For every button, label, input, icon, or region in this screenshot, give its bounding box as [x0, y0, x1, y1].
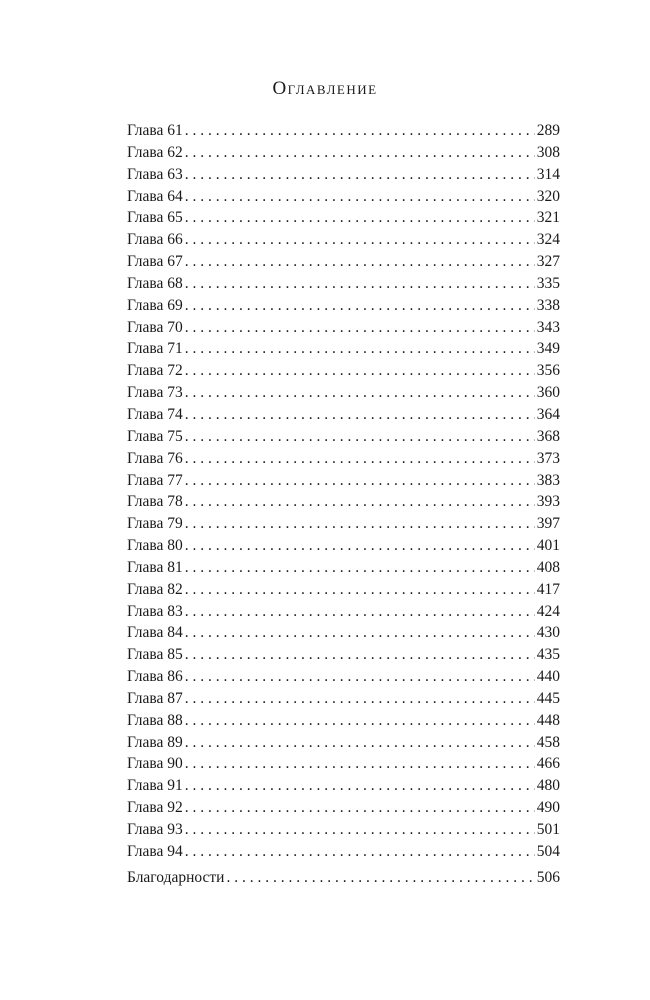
toc-dot-leader — [185, 753, 535, 775]
toc-entry-page-number: 445 — [536, 689, 560, 707]
toc-dot-leader — [185, 317, 535, 339]
toc-entry[interactable] — [127, 710, 560, 732]
toc-entry-page-number: 368 — [536, 427, 560, 445]
toc-dot-leader — [185, 295, 535, 317]
toc-entry-label: Глава 68 — [127, 274, 183, 292]
toc-entry-page-number: 480 — [536, 777, 560, 795]
toc-entry[interactable] — [127, 732, 560, 754]
toc-entry[interactable] — [127, 338, 560, 360]
toc-entry-page-number: 343 — [536, 318, 560, 336]
toc-entry-page-number: 320 — [536, 187, 560, 205]
toc-entry-page-number: 440 — [536, 668, 560, 686]
toc-entry-page-number: 397 — [536, 515, 560, 533]
toc-entry[interactable] — [127, 120, 560, 142]
toc-entry[interactable] — [127, 753, 560, 775]
toc-entry[interactable] — [127, 317, 560, 339]
toc-entry-page-number: 466 — [536, 755, 560, 773]
toc-entry-label: Глава 66 — [127, 231, 183, 249]
toc-entry-page-number: 401 — [536, 537, 560, 555]
toc-dot-leader — [185, 601, 535, 623]
toc-dot-leader — [185, 666, 535, 688]
toc-dot-leader — [185, 710, 535, 732]
page-title: Оглавление — [272, 78, 378, 99]
toc-entry-label: Глава 67 — [127, 253, 183, 271]
toc-entry-label: Глава 93 — [127, 821, 183, 838]
toc-dot-leader — [185, 251, 535, 273]
toc-dot-leader — [185, 229, 535, 251]
toc-entry[interactable] — [127, 644, 560, 666]
toc-entry-page-number: 458 — [536, 733, 560, 751]
toc-entry-page-number: 360 — [536, 384, 560, 402]
toc-entry-page-number: 356 — [536, 362, 560, 380]
toc-dot-leader — [185, 644, 535, 666]
toc-entry-page-number: 430 — [536, 624, 560, 642]
toc-dot-leader — [185, 622, 535, 644]
toc-dot-leader — [185, 404, 535, 426]
toc-dot-leader — [185, 557, 535, 579]
toc-entry[interactable] — [127, 622, 560, 644]
toc-entry-label: Глава 63 — [127, 165, 183, 183]
toc-entry-page-number: 324 — [536, 231, 560, 249]
toc-entry-label: Благодарности — [127, 868, 225, 886]
toc-entry[interactable] — [127, 229, 560, 251]
toc-dot-leader — [185, 426, 535, 448]
toc-entry-page-number: 373 — [536, 449, 560, 467]
toc-entry-label: Глава 70 — [127, 318, 183, 336]
toc-entry-page-number: 504 — [536, 842, 560, 860]
toc-entry-label: Глава 72 — [127, 362, 183, 380]
toc-entry-label: Глава 61 — [127, 122, 183, 139]
toc-dot-leader — [185, 142, 535, 164]
toc-entry-page-number: 408 — [536, 558, 560, 576]
toc-dot-leader — [185, 382, 535, 404]
toc-dot-leader — [185, 841, 535, 863]
toc-entry[interactable] — [127, 295, 560, 317]
toc-dot-leader — [185, 470, 535, 492]
toc-entry-label: Глава 64 — [127, 187, 183, 205]
toc-entry-label: Глава 74 — [127, 405, 183, 423]
toc-entry-label: Глава 90 — [127, 755, 183, 773]
toc-entry[interactable] — [127, 775, 560, 797]
toc-entry-label: Глава 88 — [127, 711, 183, 729]
toc-entry[interactable] — [127, 841, 560, 863]
toc-entry-page-number: 424 — [536, 602, 560, 620]
toc-dot-leader — [185, 273, 535, 295]
toc-dot-leader — [185, 775, 535, 797]
toc-dot-leader — [185, 688, 535, 710]
toc-dot-leader — [185, 579, 535, 601]
toc-dot-leader — [185, 186, 535, 208]
toc-entry[interactable] — [127, 142, 560, 164]
toc-dot-leader — [185, 120, 535, 142]
toc-entry-page-number: 435 — [536, 646, 560, 664]
toc-entry-page-number: 448 — [536, 711, 560, 729]
toc-entry-label: Глава 91 — [127, 777, 183, 795]
toc-entry-label: Глава 87 — [127, 689, 183, 707]
toc-entry-page-number: 321 — [536, 209, 560, 227]
toc-entry[interactable] — [127, 491, 560, 513]
toc-entry[interactable] — [127, 797, 560, 819]
toc-entry-page-number: 349 — [536, 340, 560, 358]
toc-dot-leader — [185, 513, 535, 535]
toc-entry-label: Глава 79 — [127, 515, 183, 533]
toc-entry-page-number: 506 — [536, 868, 560, 886]
toc-dot-leader — [226, 867, 534, 889]
toc-entry[interactable] — [127, 819, 560, 841]
toc-dot-leader — [185, 819, 535, 841]
toc-entry[interactable] — [127, 579, 560, 601]
toc-entry-label: Глава 76 — [127, 449, 183, 467]
toc-dot-leader — [185, 207, 535, 229]
toc-entry-label: Глава 65 — [127, 209, 183, 227]
toc-dot-leader — [185, 164, 535, 186]
toc-entry-page-number: 364 — [536, 405, 560, 423]
toc-dot-leader — [185, 491, 535, 513]
toc-entry-page-number: 289 — [536, 122, 560, 139]
toc-entry-label: Глава 80 — [127, 537, 183, 555]
toc-entry-label: Глава 71 — [127, 340, 183, 358]
toc-entry[interactable] — [127, 186, 560, 208]
toc-entry-label: Глава 62 — [127, 143, 183, 161]
toc-dot-leader — [185, 360, 535, 382]
toc-entry[interactable] — [127, 273, 560, 295]
toc-entry-page-number: 338 — [536, 296, 560, 314]
toc-entry-label: Глава 89 — [127, 733, 183, 751]
toc-entry[interactable] — [127, 666, 560, 688]
toc-dot-leader — [185, 448, 535, 470]
toc-entry[interactable] — [127, 404, 560, 426]
toc-entry-label: Глава 73 — [127, 384, 183, 402]
toc-entry-label: Глава 85 — [127, 646, 183, 664]
toc-entry-page-number: 327 — [536, 253, 560, 271]
toc-entry-label: Глава 86 — [127, 668, 183, 686]
toc-entry-page-number: 383 — [536, 471, 560, 489]
toc-entry-label: Глава 83 — [127, 602, 183, 620]
toc-entry[interactable] — [127, 535, 560, 557]
toc-entry-acknowledgements[interactable] — [127, 867, 560, 889]
toc-entry[interactable] — [127, 513, 560, 535]
toc-entry[interactable] — [127, 164, 560, 186]
toc-entry[interactable] — [127, 557, 560, 579]
toc-entry-label: Глава 78 — [127, 493, 183, 511]
toc-entry-label: Глава 84 — [127, 624, 183, 642]
table-of-contents — [127, 120, 560, 889]
toc-entry[interactable] — [127, 382, 560, 404]
toc-entry-label: Глава 69 — [127, 296, 183, 314]
toc-dot-leader — [185, 535, 535, 557]
toc-entry-label: Глава 94 — [127, 842, 183, 860]
toc-entry-label: Глава 81 — [127, 558, 183, 576]
toc-dot-leader — [185, 797, 535, 819]
toc-entry-label: Глава 77 — [127, 471, 183, 489]
toc-entry[interactable] — [127, 448, 560, 470]
toc-entry-label: Глава 82 — [127, 580, 183, 598]
toc-dot-leader — [185, 732, 535, 754]
toc-entry-page-number: 393 — [536, 493, 560, 511]
toc-entry-label: Глава 92 — [127, 799, 183, 817]
toc-dot-leader — [185, 338, 535, 360]
toc-entry-page-number: 314 — [536, 165, 560, 183]
toc-entry[interactable] — [127, 470, 560, 492]
toc-entry[interactable] — [127, 601, 560, 623]
toc-entry[interactable] — [127, 360, 560, 382]
toc-entry[interactable] — [127, 251, 560, 273]
toc-entry-page-number: 308 — [536, 143, 560, 161]
toc-entry-page-number: 417 — [536, 580, 560, 598]
toc-entry[interactable] — [127, 688, 560, 710]
toc-entry-page-number: 335 — [536, 274, 560, 292]
toc-entry[interactable] — [127, 426, 560, 448]
toc-entry[interactable] — [127, 207, 560, 229]
toc-entry-page-number: 490 — [536, 799, 560, 817]
toc-entry-page-number: 501 — [536, 821, 560, 838]
toc-entry-label: Глава 75 — [127, 427, 183, 445]
